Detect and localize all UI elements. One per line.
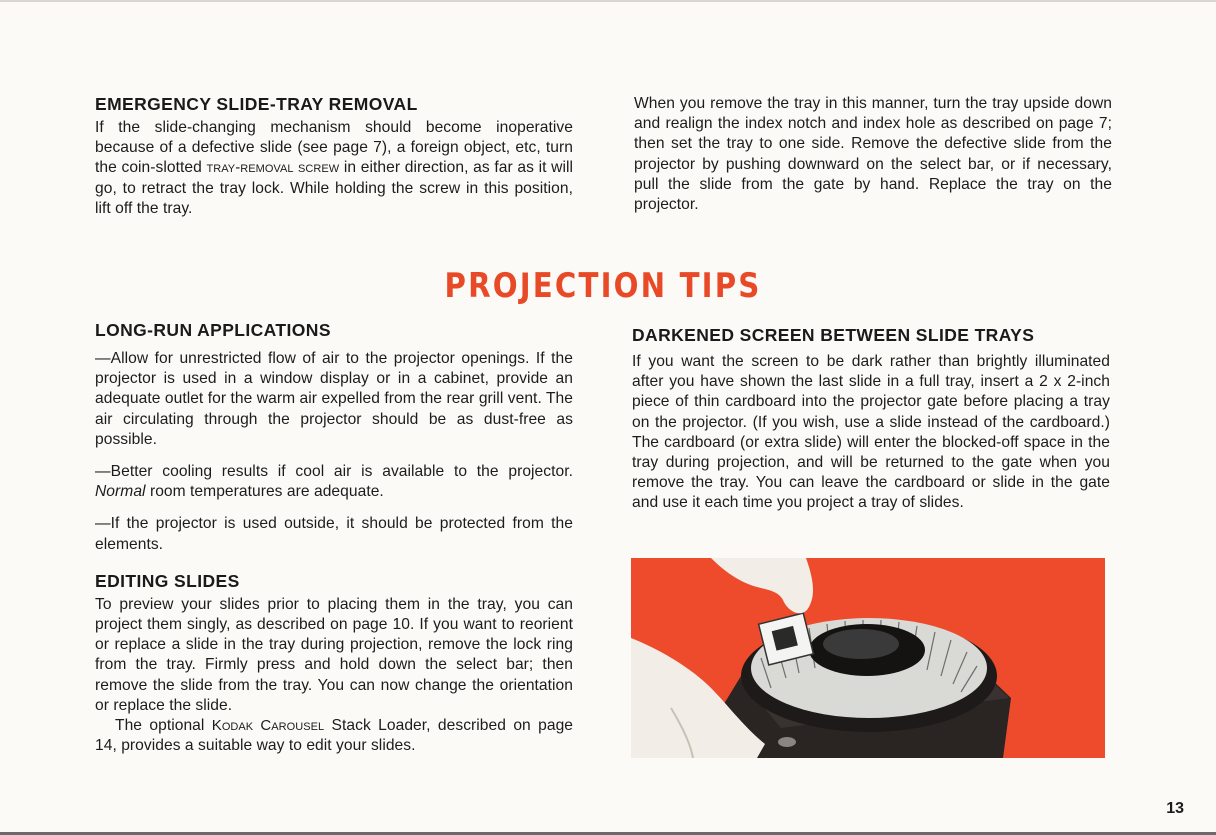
darkened-heading: DARKENED SCREEN BETWEEN SLIDE TRAYS [632, 325, 1035, 345]
carousel-tray-illustration [631, 558, 1105, 758]
emergency-heading: EMERGENCY SLIDE-TRAY REMOVAL [95, 94, 418, 114]
darkened-screen-section [632, 325, 1110, 514]
long-run-section [95, 320, 573, 756]
emergency-continued [634, 94, 1112, 215]
darkened-paragraph: If you want the screen to be dark rather than brightly illuminated after you have shown the last slide in a full tray, insert a 2 x 2-inch piece of thin cardboard into the projector gate before placing a tray on the projector. (If you wish, use a slide instead of the cardboard.) The cardboard (or extra slide) will enter the blocked-off space in the tray during projection, and will be returned to the gate when you remove the tray. You can leave the cardboard or slide in the gate and use it each time you project a tray of slides. [632, 353, 1110, 512]
editing-paragraph-2 [95, 716, 573, 756]
emergency-text-b: in either direction, as far as it will go, to retract the tray lock. While holding the screw in this position, lift off the tray. [95, 159, 573, 217]
page-title: PROJECTION TIPS [444, 266, 762, 306]
long-run-heading: LONG-RUN APPLICATIONS [95, 320, 331, 340]
tray-removal-screw-term: tray-removal screw [206, 159, 340, 177]
long-run-paragraph-3: —If the projector is used outside, it should be protected from the elements. [95, 515, 573, 553]
top-edge [0, 0, 1216, 2]
editing-heading: EDITING SLIDES [95, 570, 240, 591]
long-run-text-a: —Better cooling results if cool air is available to the projector. [95, 463, 573, 481]
long-run-text-b: room temperatures are adequate. [145, 483, 384, 501]
editing-text-a: The optional [115, 717, 212, 735]
long-run-paragraph-1: —Allow for unrestricted flow of air to the projector openings. If the projector is used in a window display or in a cabinet, provide an adequate outlet for the warm air expelled from the rear grill vent. The air circulating through the projector should be as dust-free as possible. [95, 350, 573, 448]
projector-photo [631, 558, 1105, 758]
kodak-carousel-term: Kodak Carousel [211, 717, 325, 735]
emergency-paragraph-2: When you remove the tray in this manner, turn the tray upside down and realign the index notch and index hole as described on page 7; then set the tray to one side. Remove the defective slide from the projector by pushing downward on the select bar, or if necessary, pull the slide from the gate by hand. Replace the tray on the projector. [634, 95, 1112, 214]
editing-text-b: Stack Loader, described on page 14, provides a suitable way to edit your slides. [95, 717, 574, 755]
emergency-paragraph [95, 118, 573, 219]
editing-paragraph-1: To preview your slides prior to placing them in the tray, you can project them singly, as described on page 10. If you want to reorient or replace a slide in the tray during projection, remove the lock ring from the tray. Firmly press and hold down the select bar; then remove the slide from the tray. You can now change the orientation or replace the slide. [95, 595, 573, 714]
normal-emphasis: Normal [95, 483, 146, 501]
emergency-section [95, 94, 573, 219]
page-number: 13 [1166, 800, 1184, 817]
long-run-paragraph-2 [95, 462, 573, 502]
emergency-text-a: If the slide-changing mechanism should become inoperative because of a defective slide (see page 7), a foreign object, etc, turn the coin-slotted [95, 119, 573, 177]
